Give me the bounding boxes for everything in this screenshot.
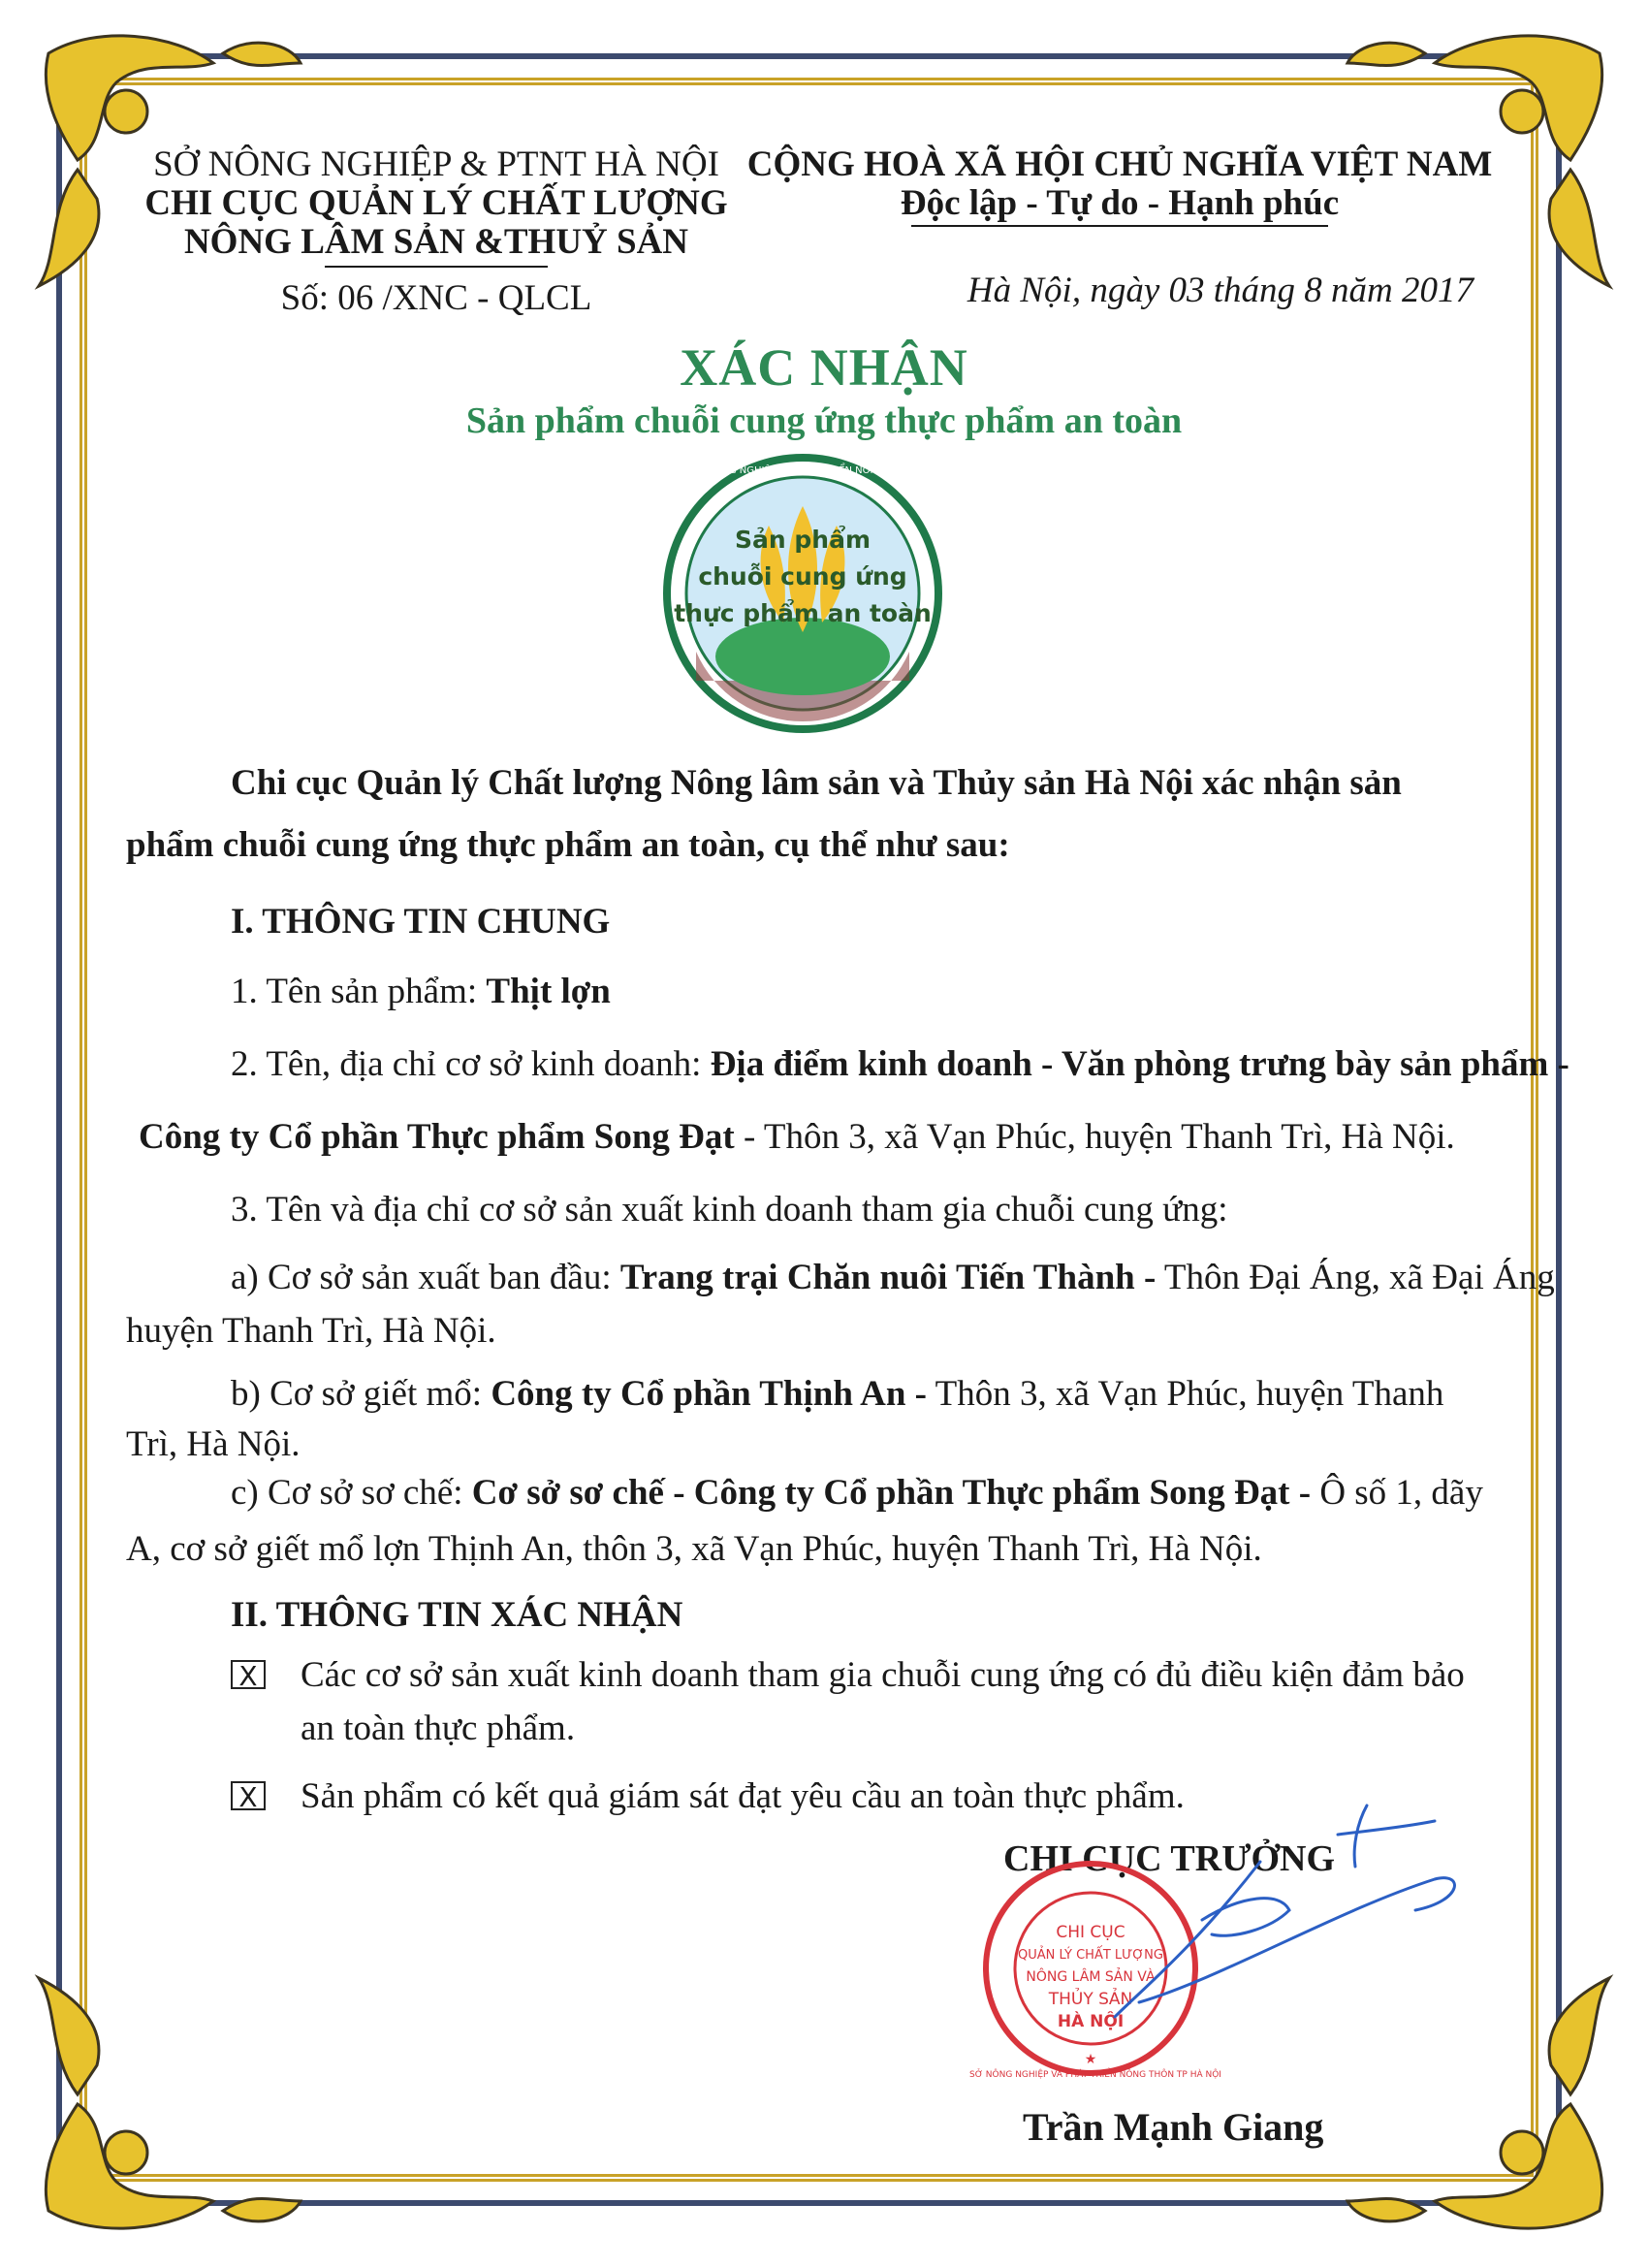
processor-name: Cơ sở sơ chế - Công ty Cổ phần Thực phẩm Song Đạt - bbox=[471, 1473, 1312, 1513]
checkbox-monitoring[interactable]: X bbox=[231, 1781, 266, 1810]
header-left bbox=[126, 145, 746, 318]
emblem-ring-text: BỘ NÔNG NGHIỆP VÀ PHÁT TRIỂN NÔNG THÔN bbox=[689, 465, 916, 476]
seal-ring-text: SỞ NÔNG NGHIỆP VÀ PHÁT TRIỂN NÔNG THÔN TP HÀ NỘI bbox=[969, 2070, 1221, 2080]
product-name: Thịt lợn bbox=[486, 972, 611, 1011]
section-1-heading: I. THÔNG TIN CHUNG bbox=[231, 902, 611, 942]
ministry-line: SỞ NÔNG NGHIỆP & PTNT HÀ NỘI bbox=[153, 144, 719, 184]
farm-name: Trang trại Chăn nuôi Tiến Thành - bbox=[619, 1258, 1157, 1297]
item-2-label: 2. Tên, địa chỉ cơ sở kinh doanh: bbox=[231, 1044, 711, 1084]
motto-underline bbox=[911, 225, 1328, 227]
item-3c-label: c) Cơ sở sơ chế: bbox=[231, 1473, 472, 1513]
seal-line-5: HÀ NỘI bbox=[1057, 2012, 1125, 2031]
document-number: Số: 06 /XNC - QLCL bbox=[280, 278, 592, 318]
national-title: CỘNG HOÀ XÃ HỘI CHỦ NGHĨA VIỆT NAM bbox=[746, 144, 1493, 184]
business-address: - Thôn 3, xã Vạn Phúc, huyện Thanh Trì, Hà Nội. bbox=[734, 1117, 1455, 1157]
seal-line-4: THỦY SẢN bbox=[1048, 1990, 1133, 2009]
seal-line-2: QUẢN LÝ CHẤT LƯỢNG bbox=[1018, 1948, 1163, 1963]
svg-text:★: ★ bbox=[1084, 2052, 1097, 2067]
slaughterhouse-name: Công ty Cổ phần Thịnh An - bbox=[491, 1374, 928, 1414]
processor-address-2: A, cơ sở giết mổ lợn Thịnh An, thôn 3, xã Vạn Phúc, huyện Thanh Trì, Hà Nội. bbox=[126, 1529, 1262, 1569]
slaughterhouse-address-2: Trì, Hà Nội. bbox=[126, 1424, 301, 1464]
issue-date: Hà Nội, ngày 03 tháng 8 năm 2017 bbox=[967, 271, 1474, 310]
section-2-heading: II. THÔNG TIN XÁC NHẬN bbox=[231, 1595, 683, 1635]
header-left-underline bbox=[325, 266, 548, 268]
header-right bbox=[746, 145, 1493, 310]
seal-line-1: CHI CỤC bbox=[1056, 1923, 1125, 1942]
farm-address-1: Thôn Đại Áng, xã Đại Áng bbox=[1156, 1258, 1555, 1297]
emblem-line-3: thực phẩm an toàn bbox=[674, 599, 932, 627]
item-3a-label: a) Cơ sở sản xuất ban đầu: bbox=[231, 1258, 620, 1297]
item-2-line-1 bbox=[231, 1042, 1569, 1087]
business-company: Công ty Cổ phần Thực phẩm Song Đạt bbox=[139, 1117, 735, 1157]
agency-line-2: NÔNG LÂM SẢN &THUỶ SẢN bbox=[183, 222, 689, 262]
intro-line-2: phẩm chuỗi cung ứng thực phẩm an toàn, cụ thể như sau: bbox=[126, 825, 1010, 865]
ornament-bottom-left-icon bbox=[19, 1959, 310, 2250]
item-3c-line-1 bbox=[231, 1471, 1483, 1516]
intro-line-1: Chi cục Quản lý Chất lượng Nông lâm sản và Thủy sản Hà Nội xác nhận sản bbox=[231, 763, 1402, 803]
item-3b-label: b) Cơ sở giết mổ: bbox=[231, 1374, 491, 1414]
intro-paragraph bbox=[126, 761, 1522, 868]
emblem-text bbox=[648, 522, 958, 632]
slaughterhouse-address-1: Thôn 3, xã Vạn Phúc, huyện Thanh bbox=[927, 1374, 1444, 1414]
check-1-line-2: an toàn thực phẩm. bbox=[301, 1709, 576, 1748]
emblem-line-1: Sản phẩm bbox=[735, 526, 871, 554]
item-1-label: 1. Tên sản phẩm: bbox=[231, 972, 487, 1011]
seal-line-3: NÔNG LÂM SẢN VÀ bbox=[1026, 1969, 1156, 1985]
item-3: 3. Tên và địa chỉ cơ sở sản xuất kinh doanh tham gia chuỗi cung ứng: bbox=[231, 1190, 1228, 1230]
national-motto: Độc lập - Tự do - Hạnh phúc bbox=[900, 183, 1340, 223]
checkbox-conditions[interactable]: X bbox=[231, 1660, 266, 1689]
item-3a-line-1 bbox=[231, 1256, 1555, 1300]
document-subtitle: Sản phẩm chuỗi cung ứng thực phẩm an toàn bbox=[465, 400, 1183, 441]
handwritten-signature-icon bbox=[1047, 1794, 1474, 2046]
document-title: XÁC NHẬN bbox=[680, 338, 968, 397]
signer-name: Trần Mạnh Giang bbox=[1023, 2105, 1324, 2149]
agency-line-1: CHI CỤC QUẢN LÝ CHẤT LƯỢNG bbox=[144, 183, 728, 223]
item-2-line-2 bbox=[139, 1115, 1455, 1160]
business-location: Địa điểm kinh doanh - Văn phòng trưng bày sản phẩm - bbox=[710, 1044, 1569, 1084]
check-1-line-1: Các cơ sở sản xuất kinh doanh tham gia chuỗi cung ứng có đủ điều kiện đảm bảo bbox=[301, 1655, 1465, 1695]
farm-address-2: huyện Thanh Trì, Hà Nội. bbox=[126, 1311, 496, 1351]
processor-address-1: Ô số 1, dãy bbox=[1311, 1473, 1483, 1513]
signer-title: CHI CỤC TRƯỞNG bbox=[1003, 1838, 1336, 1879]
item-3b-line-1 bbox=[231, 1372, 1443, 1417]
check-2: Sản phẩm có kết quả giám sát đạt yêu cầu an toàn thực phẩm. bbox=[301, 1776, 1185, 1816]
item-1 bbox=[231, 970, 611, 1014]
emblem-line-2: chuỗi cung ứng bbox=[698, 562, 907, 591]
